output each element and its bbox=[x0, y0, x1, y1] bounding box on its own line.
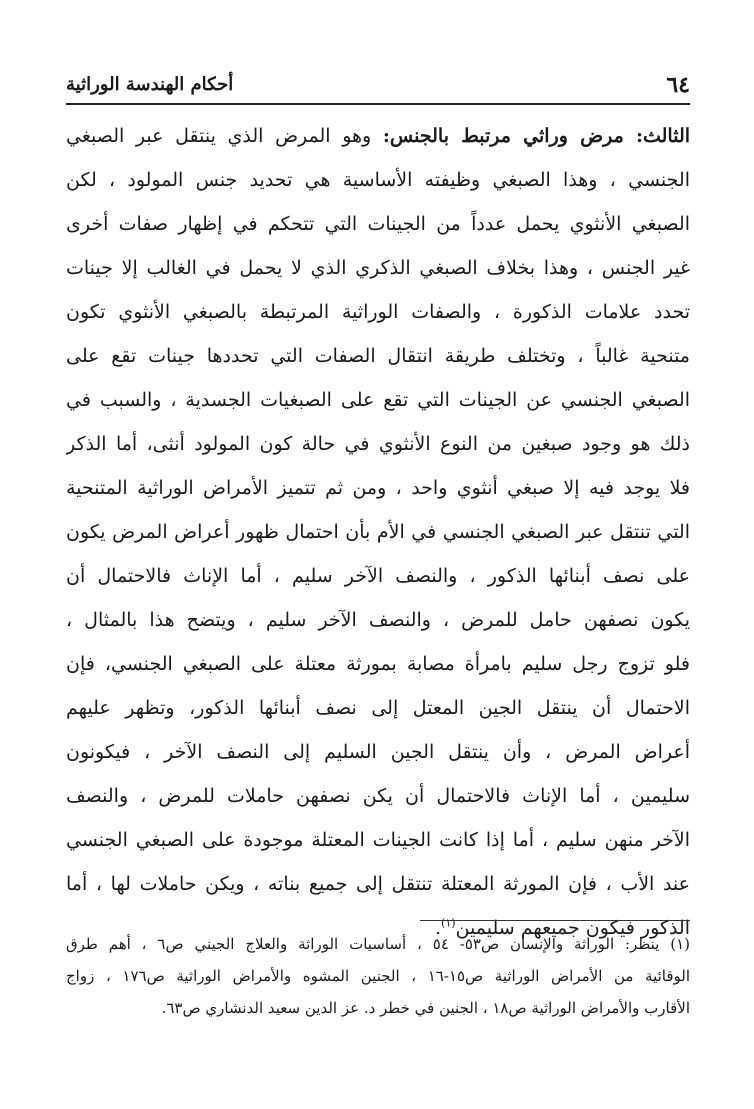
text-line: الاحتمال أن ينتقل الجين المعتل إلى نصف أبنائها الذكور، وتظهر عليهم bbox=[66, 697, 690, 719]
text-line: فلو تزوج رجل سليم بامرأة مصابة بمورثة معتلة على الصبغي الجنسي، فإن bbox=[66, 653, 690, 675]
text-line: على نصف أبنائها الذكور ، والنصف الآخر سليم ، أما الإناث فالاحتمال أن bbox=[66, 565, 690, 587]
section-lead: الثالث: مرض وراثي مرتبط بالجنس: bbox=[382, 125, 690, 147]
text-line: تحدد علامات الذكورة ، والصفات الوراثية المرتبطة بالصبغي الأنثوي تكون bbox=[66, 301, 690, 323]
text-line: الصبغي الجنسي عن الجينات التي تقع على الصبغيات الجسدية ، والسبب في bbox=[66, 389, 690, 411]
footnote-marker[interactable]: (١) bbox=[441, 916, 456, 930]
text-line: فلا يوجد فيه إلا صبغي أنثوي واحد ، ومن ثم تتميز الأمراض الوراثية المتنحية bbox=[66, 477, 690, 499]
text-line bbox=[66, 114, 690, 158]
text-line: عند الأب ، فإن المورثة المعتلة تنتقل إلى جميع بناته ، ويكن حاملات لها ، أما bbox=[66, 873, 690, 895]
footnote-line: (١) ينظر: الوراثة والإنسان ص٥٣- ٥٤ ، أساسيات الوراثة والعلاج الجيني ص٦ ، أهم طرق bbox=[66, 935, 690, 953]
text-line: غير الجنس ، وهذا بخلاف الصبغي الذكري الذي لا يحمل في الغالب إلا جينات bbox=[66, 257, 690, 279]
first-line-rest: وهو المرض الذي ينتقل عبر الصبغي bbox=[66, 125, 372, 147]
text-line: ذلك هو وجود صبغين من النوع الأنثوي في حالة كون المولود أنثى، أما الذكر bbox=[66, 433, 690, 455]
header-rule bbox=[66, 103, 690, 105]
running-title: أحكام الهندسة الوراثية bbox=[66, 74, 234, 95]
text-line: الآخر منهن سليم ، أما إذا كانت الجينات المعتلة موجودة على الصبغي الجنسي bbox=[66, 829, 690, 851]
last-line-text: الذكور فيكون جميعهم سليمين bbox=[455, 917, 690, 939]
text-line: يكون نصفهن حامل للمرض ، والنصف الآخر سليم ، ويتضح هذا بالمثال ، bbox=[66, 609, 690, 631]
text-line: الصبغي الأنثوي يحمل عدداً من الجينات التي تتحكم في إظهار صفات أخرى bbox=[66, 213, 690, 235]
text-line: متنحية غالباً ، وتختلف طريقة انتقال الصفات التي تحددها جينات تقع على bbox=[66, 345, 690, 367]
text-line: التي تنتقل عبر الصبغي الجنسي في الأم بأن احتمال ظهور أعراض المرض يكون bbox=[66, 521, 690, 543]
text-line: الجنسي ، وهذا الصبغي وظيفته الأساسية هي تحديد جنس المولود ، لكن bbox=[66, 169, 690, 191]
body-text bbox=[66, 114, 690, 950]
page-number: ٦٤ bbox=[666, 72, 690, 98]
text-line: أعراض المرض ، وأن ينتقل الجين السليم إلى النصف الآخر ، فيكونون bbox=[66, 741, 690, 763]
text-line: سليمين ، أما الإناث فالاحتمال أن يكن نصفهن حاملات للمرض ، والنصف bbox=[66, 785, 690, 807]
footnote-line: الأقارب والأمراض الوراثية ص١٨ ، الجنين في خطر د. عز الدين سعيد الدنشاري ص٦٣. bbox=[161, 999, 690, 1017]
footnotes bbox=[66, 928, 690, 1024]
last-line-end: . bbox=[435, 917, 442, 939]
page-header bbox=[66, 70, 690, 104]
footnote-line: الوقائية من الأمراض الوراثية ص١٥-١٦ ، الجنين المشوه والأمراض الوراثية ص١٧٦ ، زواج bbox=[66, 967, 690, 985]
footnote-rule bbox=[420, 920, 690, 921]
